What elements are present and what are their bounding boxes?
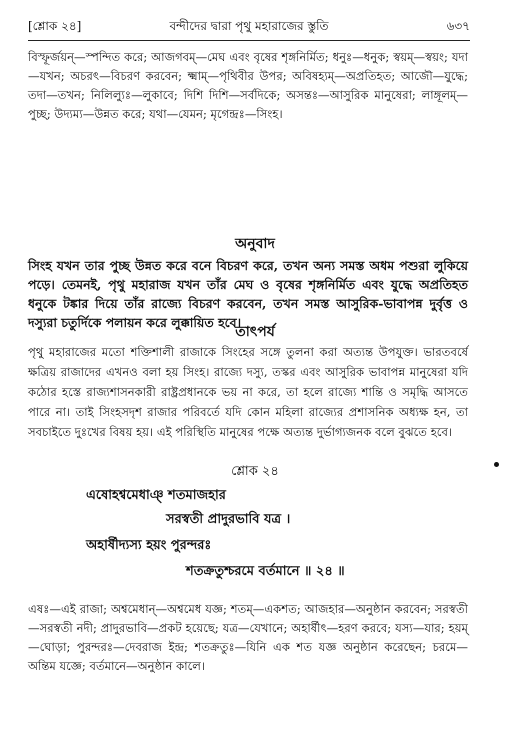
page-number: ৬৩৭: [446, 19, 470, 33]
running-header: [28, 18, 470, 38]
chapter-title: বন্দীদের দ্বারা পৃথু মহারাজের স্তুতি: [169, 19, 329, 33]
translation-text: সিংহ যখন তার পুচ্ছ উন্নত করে বনে বিচরণ করে, তখন অন্য সমস্ত অধম পশুরা লুকিয়ে পড়ে। তেমনই, পৃথু মহারাজ যখন তাঁর মেঘ ও বৃষের শৃঙ্গনির্মিত এবং যুদ্ধে অপ্রতিহত ধনুকে টঙ্কার দিয়ে তাঁর রাজ্যে বিচরণ করবেন, তখন সমস্ত আসুরিক-ভাবাপন্ন দুর্বৃত্ত ও দস্যুরা চতুর্দিকে পলায়ন করে লুক্কায়িত হবে।: [28, 258, 468, 330]
verse-line-2: সরস্বতী প্রাদুরভাবি যত্র ।: [166, 512, 291, 527]
header-rule: [28, 40, 470, 41]
translation-heading: অনুবাদ: [235, 236, 275, 252]
purport-text: পৃথু মহারাজের মতো শক্তিশালী রাজাকে সিংহের সঙ্গে তুলনা করা অত্যন্ত উপযুক্ত। ভারতবর্ষে ক্ষত্রিয় রাজাদের এখনও বলা হয় সিংহ। রাজ্যে দস্যু, তস্কর এবং আসুরিক ভাবাপন্ন মানুষেরা যদি কঠোর হস্তে রাজ্যশাসনকারী রাষ্ট্রপ্রধানকে ভয় না করে, তা হলে রাজ্যে শান্তি ও সমৃদ্ধি আসতে পারে না। তাই সিংহসদৃশ রাজার পরিবর্তে যদি কোন মহিলা রাজ্যের প্রশাসনিক অধ্যক্ষ হন, তা সবচাইতে দুঃখের বিষয় হয়। এই পরিস্থিতি মানুষের পক্ষে অত্যন্ত দুর্ভাগ্যজনক বলে বুঝতে হবে।: [28, 345, 468, 439]
word-meaning-bottom: এষঃ—এই রাজা; অশ্বমেধান্—অশ্বমেধ যজ্ঞ; শতম্—একশত; আজহার—অনুষ্ঠান করবেন; সরস্বতী—সরস্বতী নদী; প্রাদুরভাবি—প্রকট হয়েছে; যত্র—যেখানে; অহার্ষীৎ—হরণ করবে; যস্য—যার; হয়ম্—ঘোড়া; পুরন্দরঃ—দেবরাজ ইন্দ্র; শতক্রতুঃ—যিনি এক শত যজ্ঞ অনুষ্ঠান করেছেন; চরমে—অন্তিম যজ্ঞে; বর্তমানে—অনুষ্ঠান কালে।: [28, 602, 468, 673]
verse-line-1: এষোহশ্বমেধাঞ্ শতমাজহার: [86, 488, 226, 503]
margin-dot: [494, 462, 499, 467]
purport-heading: তাৎপর্য: [235, 324, 275, 340]
verse-reference: [শ্লোক ২৪]: [28, 19, 82, 33]
verse-line-4: শতক্রতুশ্চরমে বর্তমানে ॥ ২৪ ॥: [186, 564, 345, 579]
verse-title: শ্লোক ২৪: [231, 464, 279, 479]
word-meaning-top: বিস্ফূর্জয়ন্—স্পন্দিত করে; আজগবম্—মেঘ এবং বৃষের শৃঙ্গনির্মিত; ধনুঃ—ধনুক; স্বয়ম্—স্বয়ং; যদা—যখন; অচরৎ—বিচরণ করবেন; ক্ষ্মাম্—পৃথিবীর উপর; অবিষহ্যম্—অপ্রতিহত; আজৌ—যুদ্ধে; তদা—তখন; নিলিল্যুঃ—লুকাবে; দিশি দিশি—সর্বদিকে; অসন্তঃ—আসুরিক মানুষেরা; লাঙ্গূলম্—পুচ্ছ; উদ্যম্য—উন্নত করে; যথা—যেমন; মৃগেন্দ্রঃ—সিংহ।: [28, 50, 468, 121]
verse-line-3: অহার্ষীদ্যস্য হয়ং পুরন্দরঃ: [86, 538, 212, 553]
